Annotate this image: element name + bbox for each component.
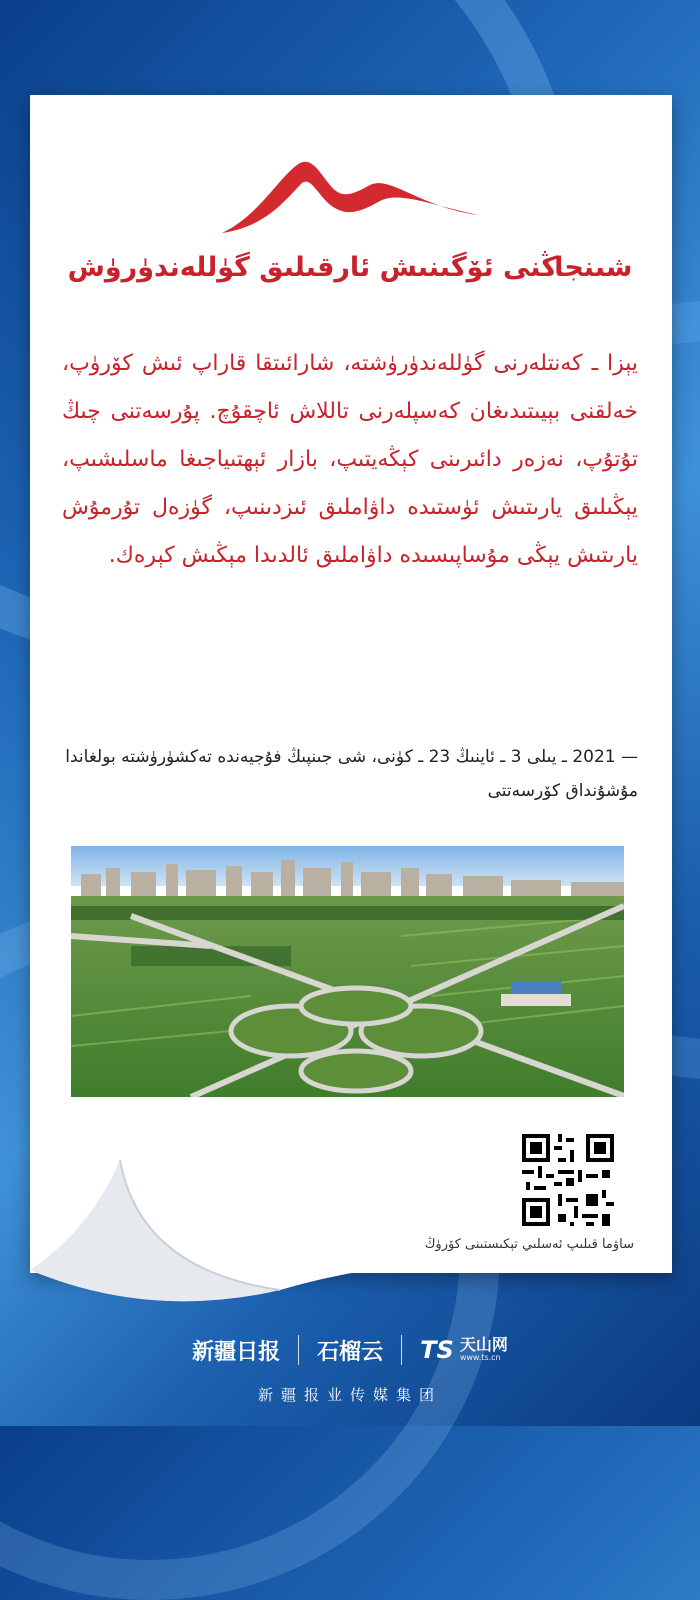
page-title: شىنجاڭنى ئۆگىنىش ئارقىلىق گۈللەندۈرۈش (67, 252, 633, 283)
media-group-name: 新疆报业传媒集团 (257, 1386, 442, 1404)
quote-text: يېزا ـ كەنتلەرنى گۈللەندۈرۈشتە، شارائىتقا قاراپ ئىش كۆرۈپ، خەلقنى بېيىتىدىغان كەسپلەرنى تاللاش ئاچقۇچ. پۇرسەتنى چىڭ تۇتۇپ، نەزەر دائىرىنى كېڭەيتىپ، بازار ئېھتىياجىغا ماسلىشىپ، يېڭىلىق يارىتىش ئۈستىدە داۋاملىق ئىزدىنىپ، گۈزەل تۇرمۇش يارىتىش يېڭى مۇساپىسىدە داۋاملىق ئالدىدا مېڭىش كېرەك. (62, 351, 638, 568)
ts-mark: TS (420, 1336, 454, 1364)
tianshan-net-logo (420, 1336, 508, 1364)
highway-interchange-photo (71, 846, 624, 1097)
qr-caption: ساۋما قىلىپ ئەسلىي تېكىستىنى كۆرۈڭ (424, 1237, 634, 1252)
tianshan-net-url: www.ts.cn (459, 1353, 501, 1362)
tianshan-net-name: 天山网 (459, 1335, 508, 1354)
qr-code-icon[interactable] (518, 1130, 618, 1230)
red-mountain-logo (220, 155, 480, 235)
shiliuyun-logo: 石榴云 (317, 1338, 384, 1365)
divider (298, 1335, 299, 1365)
xinjiang-daily-logo: 新疆日报 (192, 1338, 281, 1365)
quote-source: — 2021 ـ يىلى 3 ـ ئاينىڭ 23 ـ كۈنى، شى جىنپىڭ فۇجيەندە تەكشۈرۈشتە بولغاندا مۇشۇنداق كۆرسەتتى (65, 747, 638, 801)
divider (401, 1335, 402, 1365)
footer-logos (0, 1330, 700, 1370)
